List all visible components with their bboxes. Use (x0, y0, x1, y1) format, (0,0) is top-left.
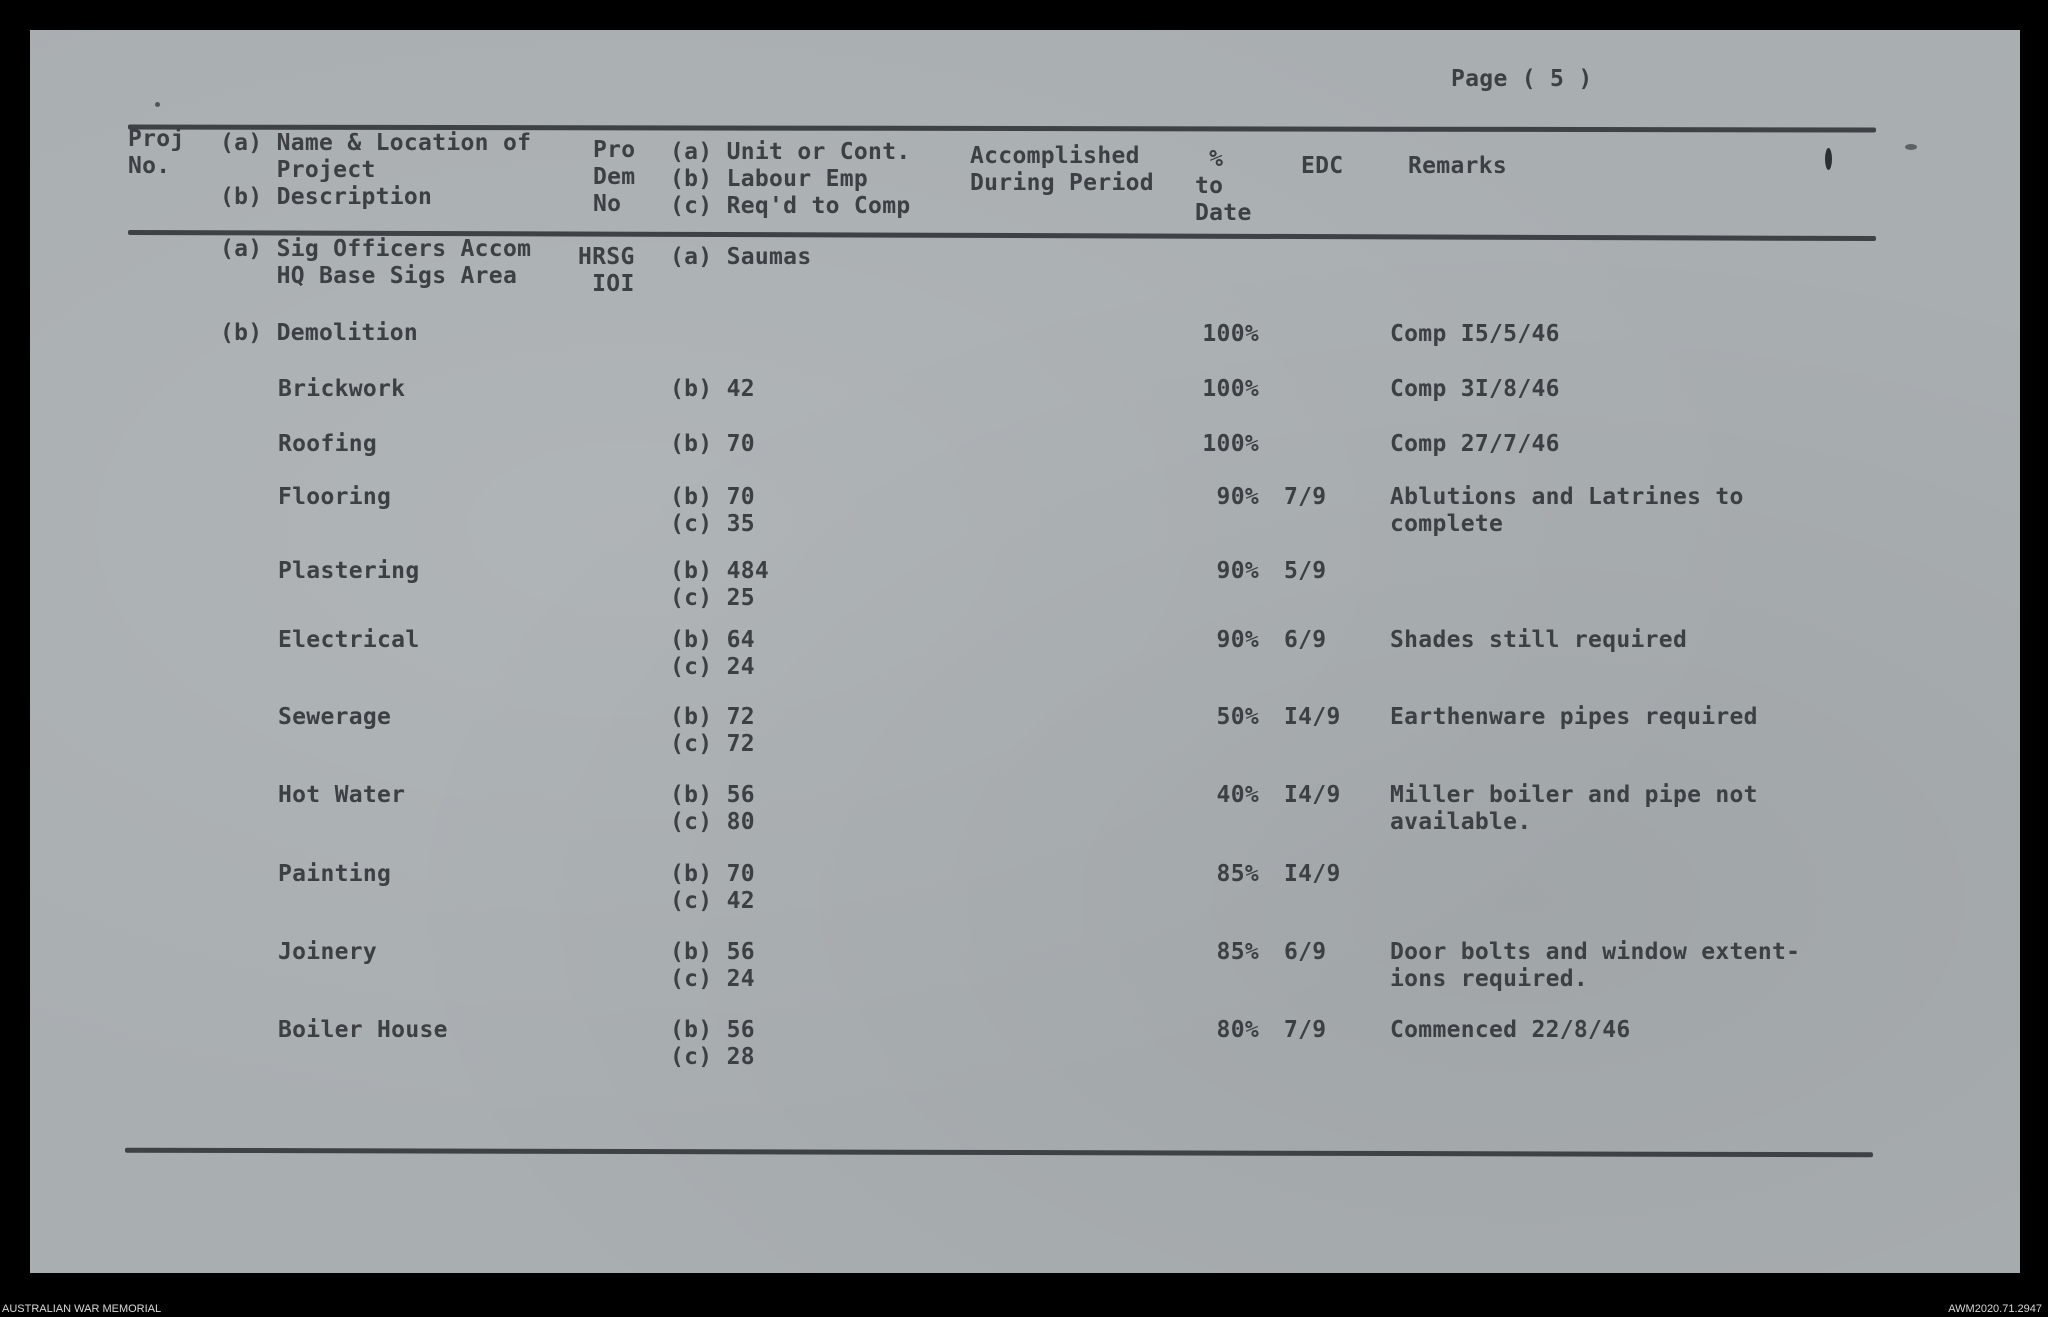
row-remarks: Earthenware pipes required (1390, 704, 1758, 730)
project-description-label: (b) Demolition (220, 320, 419, 346)
header-name-description: (a) Name & Location of Project (b) Description (220, 130, 532, 210)
row-remarks: Comp 27/7/46 (1390, 431, 1560, 457)
row-item-name: Electrical (278, 627, 420, 653)
header-edc: EDC (1301, 153, 1344, 179)
row-labour: (b) 72 (c) 72 (670, 704, 755, 757)
row-remarks: Ablutions and Latrines to complete (1390, 484, 1744, 537)
row-labour: (b) 42 (670, 376, 755, 402)
row-remarks: Commenced 22/8/46 (1390, 1017, 1631, 1043)
row-percent-to-date: 90% (1216, 558, 1259, 584)
row-edc: 5/9 (1284, 558, 1327, 584)
row-percent-to-date: 50% (1216, 704, 1259, 730)
page-number: Page ( 5 ) (1451, 66, 1593, 92)
row-edc: 6/9 (1284, 939, 1327, 965)
row-item-name: Painting (278, 861, 392, 887)
ink-speck (1825, 148, 1832, 170)
header-accomplished: Accomplished During Period (970, 143, 1154, 196)
row-labour: (b) 70 (670, 431, 755, 457)
project-unit: (a) Saumas (670, 244, 812, 270)
header-pro-dem-no: Pro Dem No (593, 137, 636, 217)
row-edc: I4/9 (1284, 861, 1341, 887)
row-remarks: Door bolts and window extent- ions required. (1390, 939, 1801, 992)
row-labour: (b) 484 (c) 25 (670, 558, 770, 611)
row-remarks: Shades still required (1390, 627, 1688, 653)
header-unit-labour: (a) Unit or Cont. (b) Labour Emp (c) Req'd to Comp (670, 139, 911, 219)
row-edc: I4/9 (1284, 704, 1341, 730)
header-proj-no: Proj No. (128, 126, 185, 179)
row-percent-to-date: 100% (1202, 431, 1259, 457)
row-percent-to-date: 80% (1216, 1017, 1259, 1043)
row-item-name: Flooring (278, 484, 392, 510)
row-edc: I4/9 (1284, 782, 1341, 808)
row-item-name: Sewerage (278, 704, 392, 730)
row-item-name: Roofing (278, 431, 378, 457)
row-edc: 6/9 (1284, 627, 1327, 653)
row-percent-to-date: 40% (1216, 782, 1259, 808)
row-item-name: Joinery (278, 939, 378, 965)
row-remarks: Miller boiler and pipe not available. (1390, 782, 1758, 835)
project-name-location: (a) Sig Officers Accom HQ Base Sigs Area (220, 236, 532, 289)
row-percent-to-date: 85% (1216, 939, 1259, 965)
row-edc: 7/9 (1284, 484, 1327, 510)
header-remarks: Remarks (1408, 153, 1508, 179)
row-labour: (b) 56 (c) 24 (670, 939, 755, 992)
row-labour: (b) 70 (c) 42 (670, 861, 755, 914)
row-labour: (b) 56 (c) 28 (670, 1017, 755, 1070)
row-edc: 7/9 (1284, 1017, 1327, 1043)
row-remarks: Comp I5/5/46 (1390, 321, 1560, 347)
row-percent-to-date: 90% (1216, 627, 1259, 653)
row-item-name: Plastering (278, 558, 420, 584)
row-percent-to-date: 90% (1216, 484, 1259, 510)
row-percent-to-date: 100% (1202, 376, 1259, 402)
ink-speck (1905, 144, 1917, 150)
row-percent-to-date: 100% (1202, 321, 1259, 347)
footer-left-caption: AUSTRALIAN WAR MEMORIAL (2, 1303, 162, 1315)
header-percent-to-date: % to Date (1195, 146, 1252, 226)
row-labour: (b) 64 (c) 24 (670, 627, 755, 680)
row-item-name: Brickwork (278, 376, 406, 402)
project-pro-dem-no: HRSG IOI (578, 244, 635, 297)
row-labour: (b) 70 (c) 35 (670, 484, 755, 537)
row-item-name: Boiler House (278, 1017, 448, 1043)
row-item-name: Hot Water (278, 782, 406, 808)
footer-right-caption: AWM2020.71.2947 (1948, 1303, 2042, 1315)
row-labour: (b) 56 (c) 80 (670, 782, 755, 835)
row-percent-to-date: 85% (1216, 861, 1259, 887)
row-remarks: Comp 3I/8/46 (1390, 376, 1560, 402)
ink-speck (155, 102, 160, 107)
